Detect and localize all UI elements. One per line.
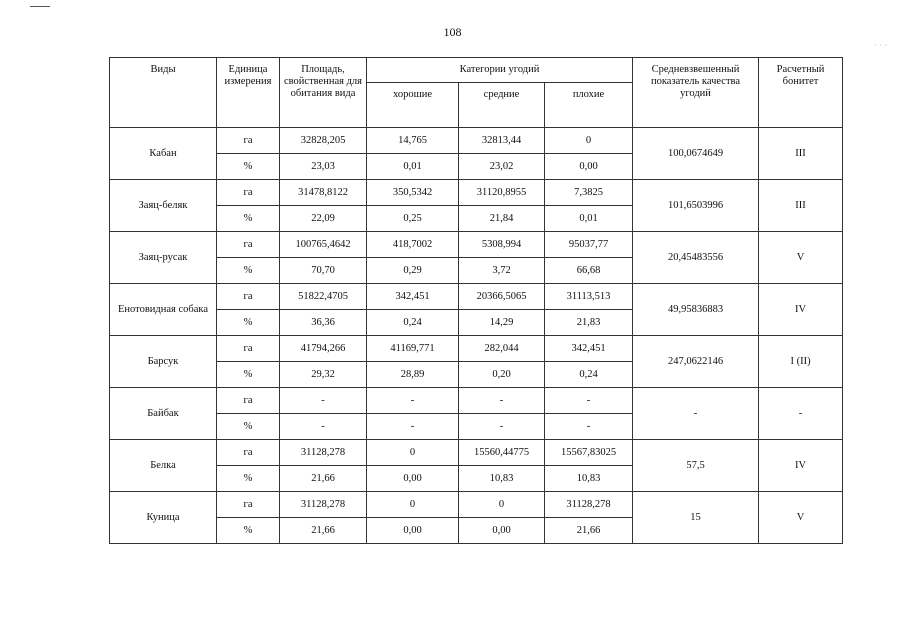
cell-area: 100765,4642 xyxy=(280,232,367,258)
cell-medium: 31120,8955 xyxy=(459,180,545,206)
cell-good: 418,7002 xyxy=(367,232,459,258)
cell-medium: 20366,5065 xyxy=(459,284,545,310)
cell-bonitet: III xyxy=(759,180,843,232)
cell-area: - xyxy=(280,388,367,414)
cell-bad: 0,00 xyxy=(545,154,633,180)
cell-medium: 282,044 xyxy=(459,336,545,362)
species-name: Енотовидная собака xyxy=(110,284,217,336)
cell-medium: 10,83 xyxy=(459,466,545,492)
cell-unit: % xyxy=(217,154,280,180)
cell-bad: 21,83 xyxy=(545,310,633,336)
cell-good: 41169,771 xyxy=(367,336,459,362)
cell-bad: 31113,513 xyxy=(545,284,633,310)
cell-unit: % xyxy=(217,310,280,336)
table-row xyxy=(110,492,843,518)
cell-area: 31128,278 xyxy=(280,492,367,518)
cell-unit: % xyxy=(217,258,280,284)
header-categories: Категории угодий xyxy=(367,58,633,83)
cell-unit: % xyxy=(217,206,280,232)
cell-bonitet: III xyxy=(759,128,843,180)
species-name: Заяц-беляк xyxy=(110,180,217,232)
cell-medium: 5308,994 xyxy=(459,232,545,258)
cell-bonitet: IV xyxy=(759,440,843,492)
cell-area: 31128,278 xyxy=(280,440,367,466)
cell-area: 51822,4705 xyxy=(280,284,367,310)
cell-medium: 21,84 xyxy=(459,206,545,232)
cell-bad: 0,24 xyxy=(545,362,633,388)
header-area: Площадь, свойственная для обитания вида xyxy=(280,58,367,128)
scan-dots: · · · xyxy=(874,40,888,50)
species-name: Белка xyxy=(110,440,217,492)
cell-unit: га xyxy=(217,232,280,258)
table-row xyxy=(110,336,843,362)
cell-medium: 32813,44 xyxy=(459,128,545,154)
header-unit: Единица измерения xyxy=(217,58,280,128)
cell-good: 0,24 xyxy=(367,310,459,336)
cell-quality: 15 xyxy=(633,492,759,544)
cell-quality: 100,0674649 xyxy=(633,128,759,180)
cell-good: 0,00 xyxy=(367,466,459,492)
cell-unit: % xyxy=(217,362,280,388)
header-bad: плохие xyxy=(545,83,633,128)
header-medium: средние xyxy=(459,83,545,128)
cell-area: 31478,8122 xyxy=(280,180,367,206)
cell-good: - xyxy=(367,414,459,440)
cell-bad: 15567,83025 xyxy=(545,440,633,466)
cell-medium: - xyxy=(459,414,545,440)
cell-good: 342,451 xyxy=(367,284,459,310)
cell-unit: га xyxy=(217,388,280,414)
cell-medium: 14,29 xyxy=(459,310,545,336)
cell-bad: 342,451 xyxy=(545,336,633,362)
cell-unit: га xyxy=(217,284,280,310)
cell-good: 14,765 xyxy=(367,128,459,154)
cell-unit: % xyxy=(217,466,280,492)
table-row xyxy=(110,180,843,206)
cell-bad: 7,3825 xyxy=(545,180,633,206)
cell-good: - xyxy=(367,388,459,414)
cell-area: - xyxy=(280,414,367,440)
table-row xyxy=(110,232,843,258)
cell-bonitet: V xyxy=(759,492,843,544)
cell-good: 350,5342 xyxy=(367,180,459,206)
cell-unit: % xyxy=(217,518,280,544)
cell-area: 21,66 xyxy=(280,466,367,492)
cell-bonitet: I (II) xyxy=(759,336,843,388)
cell-quality: 20,45483556 xyxy=(633,232,759,284)
cell-good: 0 xyxy=(367,492,459,518)
table-row xyxy=(110,388,843,414)
cell-area: 23,03 xyxy=(280,154,367,180)
cell-unit: % xyxy=(217,414,280,440)
cell-area: 29,32 xyxy=(280,362,367,388)
cell-bad: 10,83 xyxy=(545,466,633,492)
cell-bad: - xyxy=(545,414,633,440)
species-name: Куница xyxy=(110,492,217,544)
table-row xyxy=(110,440,843,466)
species-name: Барсук xyxy=(110,336,217,388)
cell-quality: 49,95836883 xyxy=(633,284,759,336)
cell-good: 0,25 xyxy=(367,206,459,232)
cell-area: 32828,205 xyxy=(280,128,367,154)
species-name: Заяц-русак xyxy=(110,232,217,284)
species-name: Кабан xyxy=(110,128,217,180)
cell-good: 0,29 xyxy=(367,258,459,284)
table-row xyxy=(110,128,843,154)
cell-bad: 31128,278 xyxy=(545,492,633,518)
cell-bad: 0,01 xyxy=(545,206,633,232)
cell-quality: 247,0622146 xyxy=(633,336,759,388)
cell-good: 0,00 xyxy=(367,518,459,544)
cell-bonitet: IV xyxy=(759,284,843,336)
cell-unit: га xyxy=(217,128,280,154)
cell-medium: 3,72 xyxy=(459,258,545,284)
cell-medium: 0 xyxy=(459,492,545,518)
cell-area: 36,36 xyxy=(280,310,367,336)
cell-medium: 23,02 xyxy=(459,154,545,180)
cell-good: 0 xyxy=(367,440,459,466)
cell-unit: га xyxy=(217,336,280,362)
cell-quality: 101,6503996 xyxy=(633,180,759,232)
header-species: Виды xyxy=(110,58,217,128)
species-habitat-table xyxy=(109,57,843,544)
header-good: хорошие xyxy=(367,83,459,128)
header-quality: Средневзвешенный показатель качества угодий xyxy=(633,58,759,128)
cell-bad: - xyxy=(545,388,633,414)
table-row xyxy=(110,284,843,310)
header-bonitet: Расчетный бонитет xyxy=(759,58,843,128)
cell-quality: 57,5 xyxy=(633,440,759,492)
cell-unit: га xyxy=(217,180,280,206)
cell-medium: 15560,44775 xyxy=(459,440,545,466)
cell-good: 0,01 xyxy=(367,154,459,180)
cell-bad: 21,66 xyxy=(545,518,633,544)
cell-good: 28,89 xyxy=(367,362,459,388)
cell-bad: 95037,77 xyxy=(545,232,633,258)
cell-area: 70,70 xyxy=(280,258,367,284)
cell-bonitet: - xyxy=(759,388,843,440)
cell-area: 21,66 xyxy=(280,518,367,544)
scan-mark xyxy=(30,6,50,7)
cell-quality: - xyxy=(633,388,759,440)
cell-unit: га xyxy=(217,492,280,518)
cell-medium: 0,00 xyxy=(459,518,545,544)
cell-bad: 66,68 xyxy=(545,258,633,284)
species-name: Байбак xyxy=(110,388,217,440)
cell-area: 41794,266 xyxy=(280,336,367,362)
cell-bonitet: V xyxy=(759,232,843,284)
cell-area: 22,09 xyxy=(280,206,367,232)
cell-unit: га xyxy=(217,440,280,466)
cell-medium: - xyxy=(459,388,545,414)
cell-medium: 0,20 xyxy=(459,362,545,388)
cell-bad: 0 xyxy=(545,128,633,154)
page-number: 108 xyxy=(443,25,462,39)
